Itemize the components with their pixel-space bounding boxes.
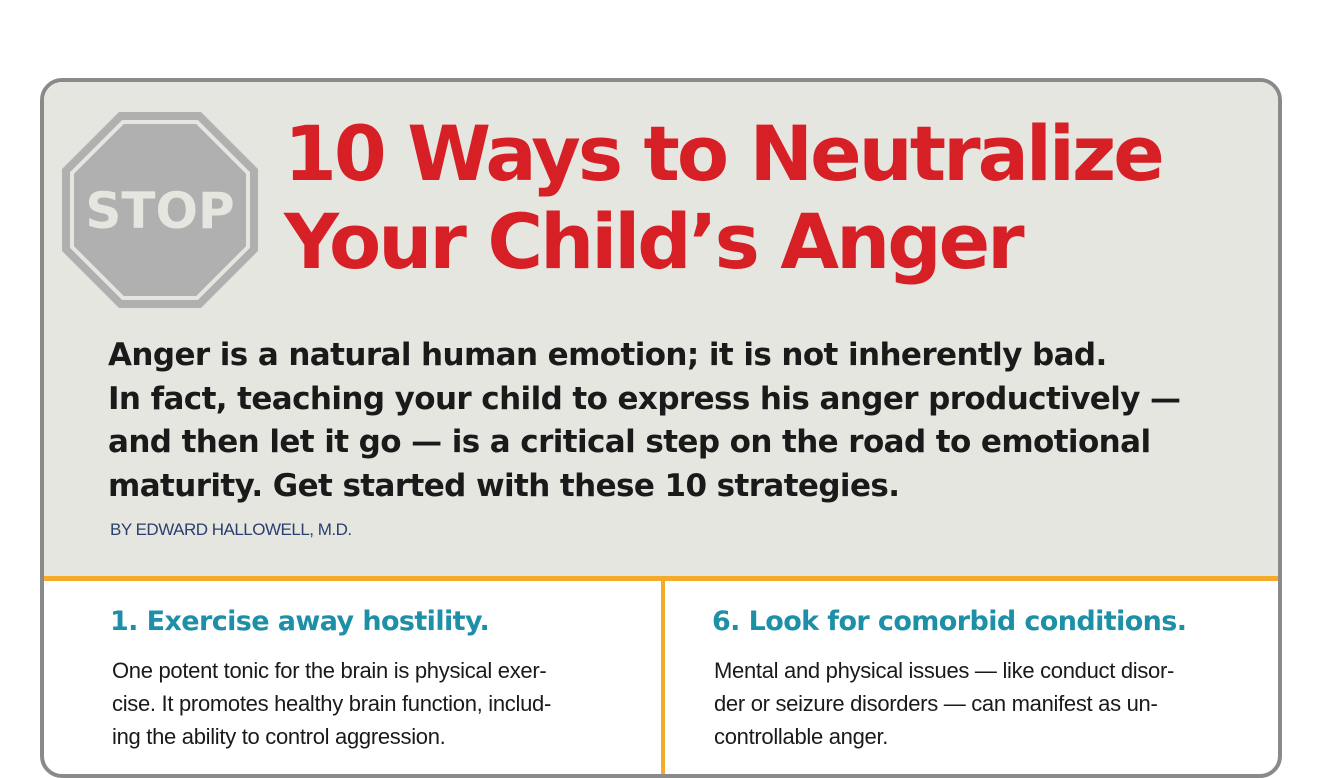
article-card xyxy=(40,78,1282,778)
header-panel xyxy=(44,82,1278,576)
tip-1 xyxy=(110,604,650,753)
intro-line-1: Anger is a natural human emotion; it is not inherently bad. xyxy=(108,337,1107,373)
title-line-2: Your Child’s Anger xyxy=(284,197,1022,286)
tip-body-line: One potent tonic for the brain is physical exer- xyxy=(112,658,547,683)
intro-line-3: and then let it go — is a critical step on the road to emotional xyxy=(108,424,1151,460)
tip-heading: 6. Look for comorbid conditions. xyxy=(712,606,1187,637)
intro-line-2: In fact, teaching your child to express his anger productively — xyxy=(108,380,1181,417)
column-divider xyxy=(661,581,665,774)
stop-sign-text: STOP xyxy=(85,182,235,240)
tip-body-line: Mental and physical issues — like conduct disor- xyxy=(714,658,1175,683)
title-line-1: 10 Ways to Neutralize xyxy=(284,109,1162,198)
tip-body xyxy=(714,654,1252,753)
tip-body-line: der or seizure disorders — can manifest as un- xyxy=(714,691,1158,716)
intro-paragraph xyxy=(108,334,1218,508)
byline: BY EDWARD HALLOWELL, M.D. xyxy=(110,520,352,539)
tip-heading: 1. Exercise away hostility. xyxy=(110,606,490,637)
intro-line-4: maturity. Get started with these 10 strategies. xyxy=(108,467,900,504)
tip-body xyxy=(112,654,650,753)
tip-body-line: ing the ability to control aggression. xyxy=(112,724,446,749)
tip-6 xyxy=(712,604,1252,753)
tip-body-line: cise. It promotes healthy brain function, includ- xyxy=(112,691,551,716)
page-title xyxy=(284,110,1274,286)
stop-sign-icon xyxy=(62,112,258,308)
tip-body-line: controllable anger. xyxy=(714,724,889,749)
